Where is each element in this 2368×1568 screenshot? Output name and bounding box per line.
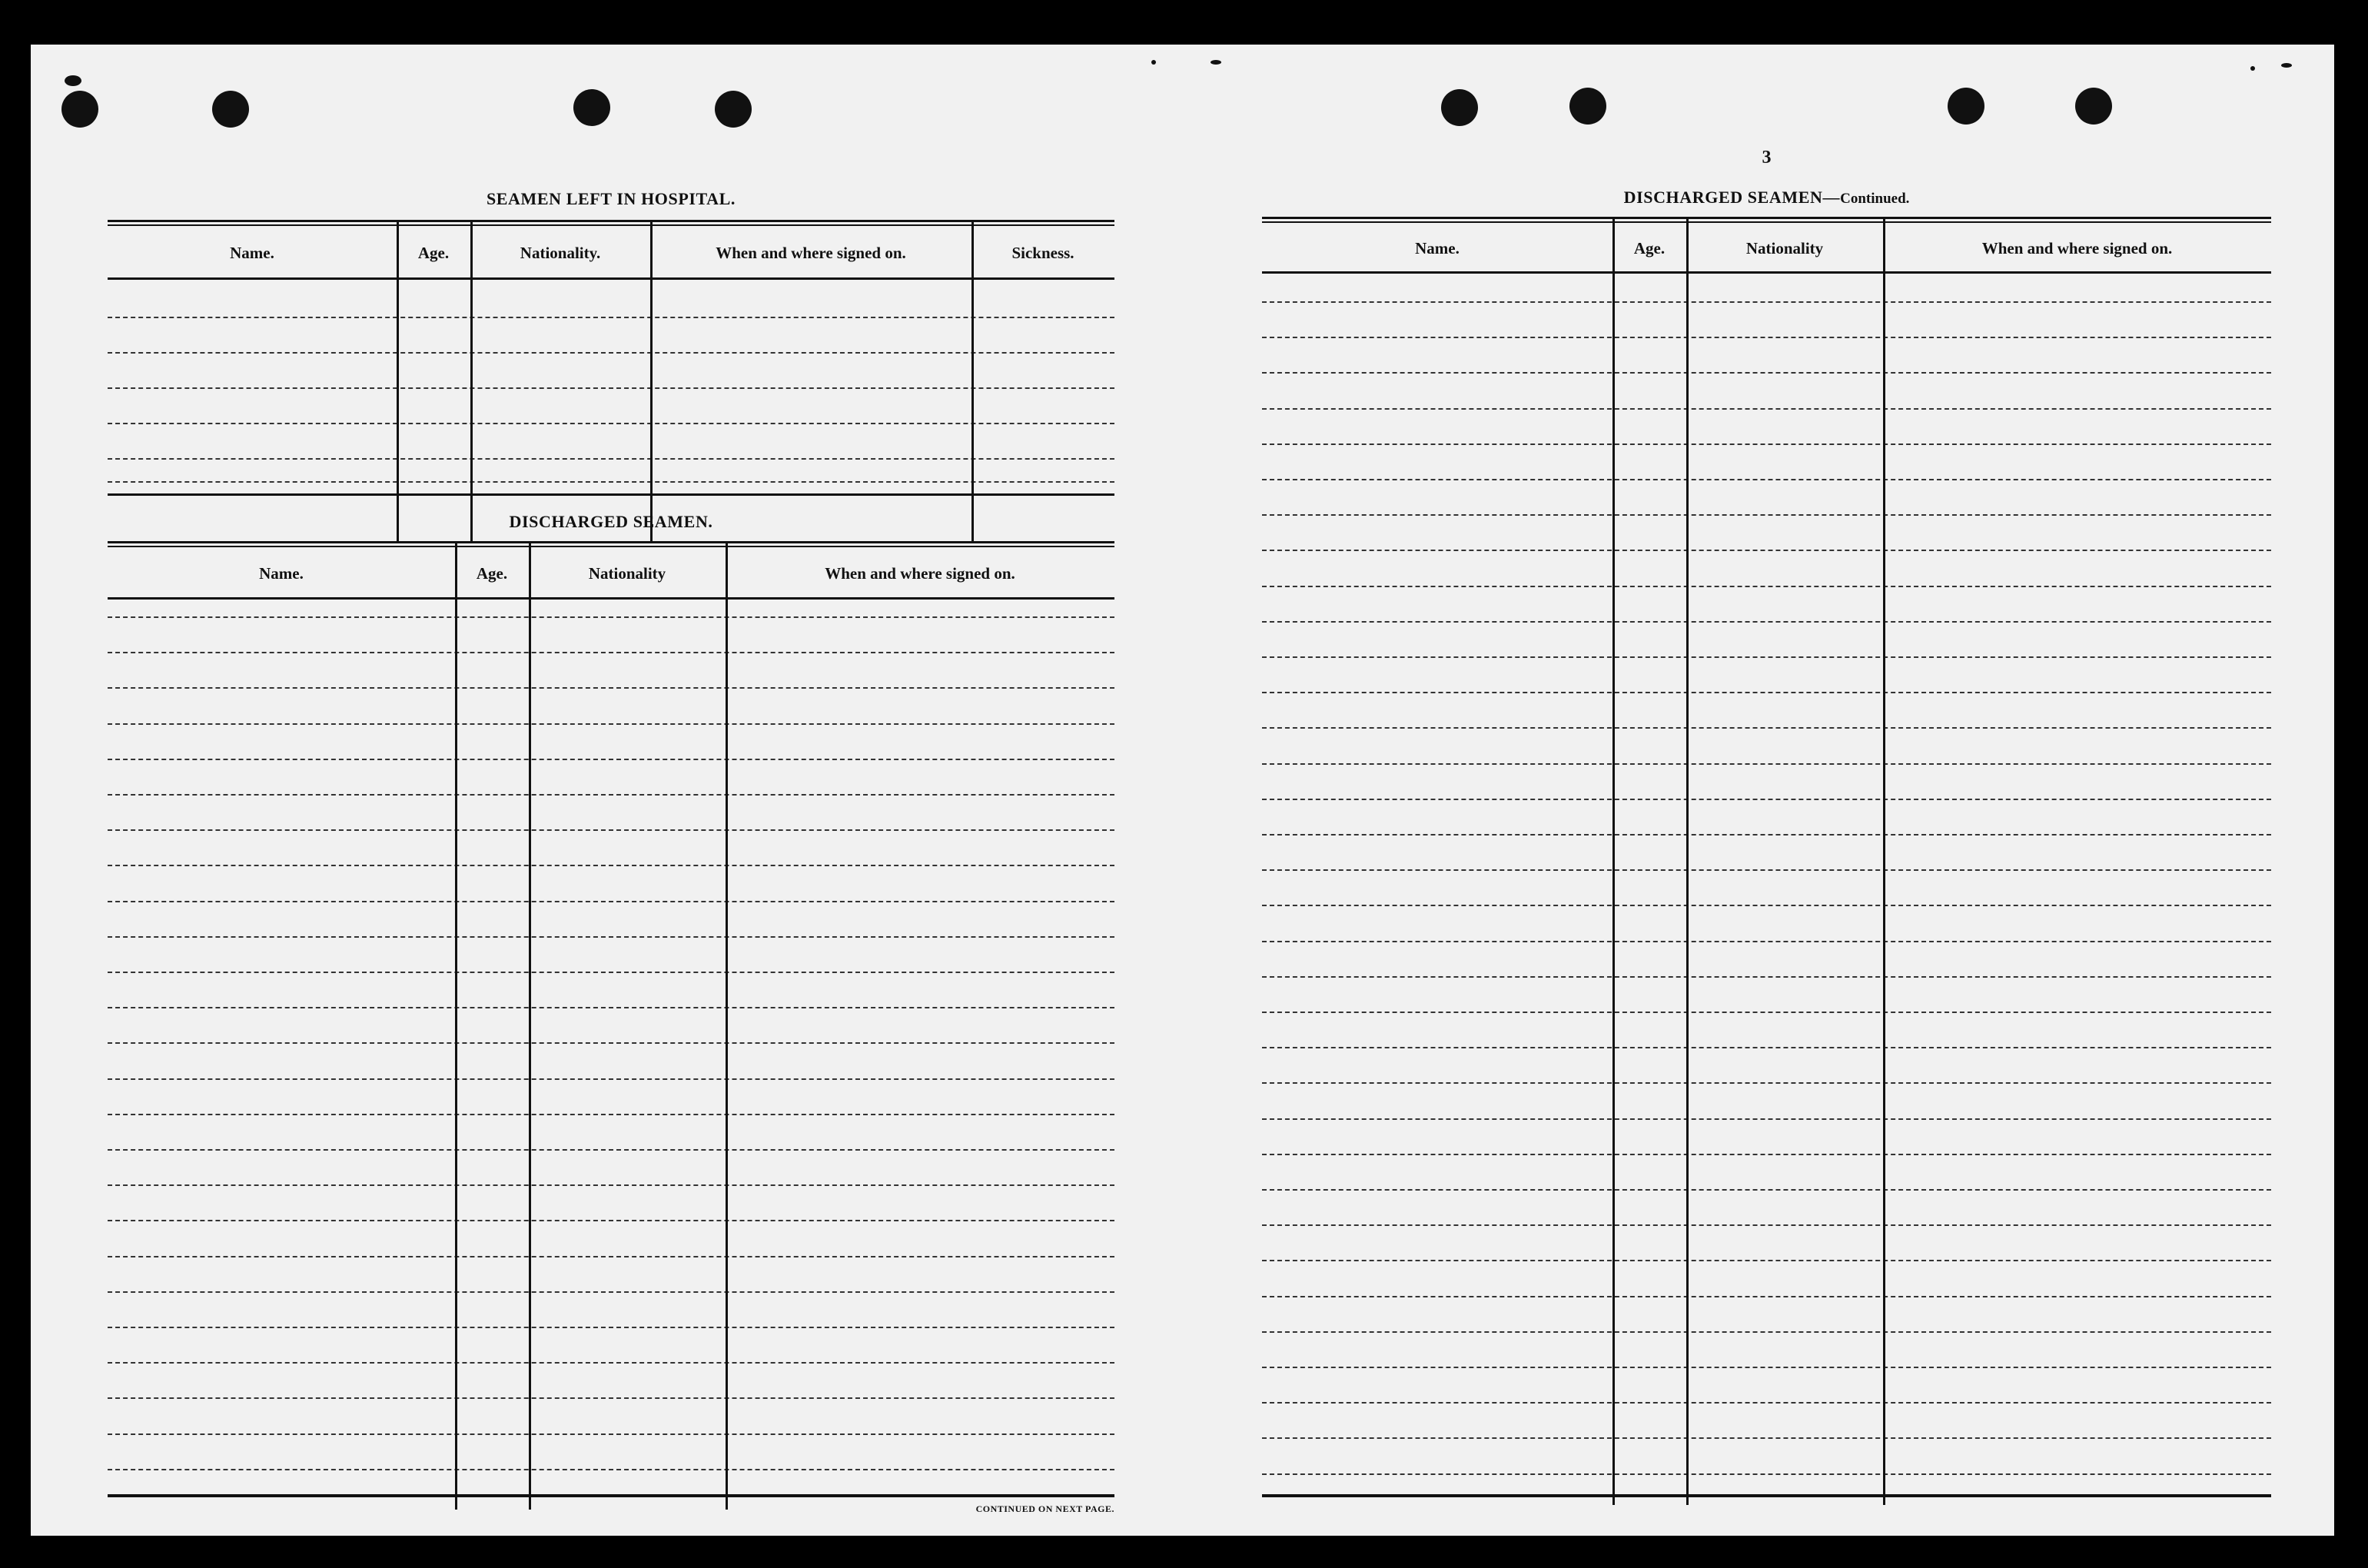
column-header-age: Age. — [1633, 238, 1666, 257]
entry-line — [108, 1042, 1114, 1044]
entry-line — [1262, 656, 2271, 658]
entry-line — [1262, 834, 2271, 835]
discharged-table — [108, 541, 1114, 1503]
column-header-age: Age. — [476, 563, 508, 583]
entry-line — [108, 317, 1114, 318]
entry-line — [1262, 869, 2271, 871]
entry-line — [108, 481, 1114, 483]
entry-line — [1262, 1367, 2271, 1368]
column-header-signed-on: When and where signed on. — [716, 243, 906, 262]
entry-line — [108, 652, 1114, 653]
ink-speck — [2250, 66, 2255, 71]
discharged-continued-title — [1262, 188, 2271, 208]
binder-hole — [61, 91, 98, 128]
ink-speck — [65, 75, 81, 86]
entry-line — [108, 1256, 1114, 1257]
entry-line — [1262, 1154, 2271, 1155]
entry-line — [1262, 1331, 2271, 1333]
entry-line — [1262, 1012, 2271, 1013]
continued-note: CONTINUED ON NEXT PAGE. — [975, 1503, 1114, 1514]
entry-line — [108, 936, 1114, 938]
entry-line — [108, 1362, 1114, 1364]
document-spread — [31, 45, 2334, 1536]
table-top-rule — [1262, 217, 2271, 223]
entry-line — [1262, 905, 2271, 906]
entry-line — [1262, 1189, 2271, 1191]
entry-line — [108, 616, 1114, 618]
entry-line — [108, 1220, 1114, 1221]
column-divider — [1883, 217, 1885, 1505]
table-top-rule — [108, 541, 1114, 547]
entry-line — [108, 423, 1114, 424]
entry-line — [1262, 1082, 2271, 1084]
ink-speck — [1151, 60, 1156, 65]
entry-line — [1262, 1260, 2271, 1261]
table-body — [108, 600, 1114, 1503]
binder-hole — [573, 89, 610, 126]
entry-line — [1262, 1437, 2271, 1439]
entry-line — [1262, 479, 2271, 480]
entry-line — [108, 1114, 1114, 1115]
entry-line — [108, 1184, 1114, 1186]
table-header — [108, 547, 1114, 600]
entry-line — [1262, 1224, 2271, 1226]
entry-line — [108, 1469, 1114, 1470]
page-bottom-rule — [1262, 1494, 2271, 1497]
column-divider — [470, 220, 473, 543]
entry-line — [108, 972, 1114, 973]
table-header — [1262, 223, 2271, 274]
entry-line — [1262, 727, 2271, 729]
page-bottom-rule — [108, 1494, 1114, 1497]
entry-line — [108, 387, 1114, 389]
column-header-name: Name. — [259, 563, 304, 583]
entry-line — [108, 901, 1114, 902]
left-page — [108, 137, 1114, 1514]
entry-line — [108, 687, 1114, 689]
entry-line — [108, 1291, 1114, 1293]
column-header-signed-on: When and where signed on. — [825, 563, 1015, 583]
entry-line — [108, 759, 1114, 760]
entry-line — [1262, 1473, 2271, 1475]
table-top-rule — [108, 220, 1114, 226]
page-number: 3 — [1762, 148, 1772, 168]
ink-speck — [2281, 63, 2292, 68]
entry-line — [108, 723, 1114, 725]
column-divider — [1612, 217, 1615, 1505]
entry-line — [108, 865, 1114, 866]
entry-line — [1262, 763, 2271, 765]
title-main: DISCHARGED SEAMEN— — [1623, 188, 1841, 207]
table-header — [108, 226, 1114, 280]
entry-line — [108, 794, 1114, 796]
entry-line — [108, 1433, 1114, 1435]
entry-line — [1262, 372, 2271, 374]
column-divider — [529, 541, 531, 1510]
table-bottom-rule — [108, 493, 1114, 496]
entry-line — [1262, 550, 2271, 551]
entry-line — [108, 1397, 1114, 1399]
entry-line — [1262, 799, 2271, 800]
column-header-sickness: Sickness. — [1011, 243, 1074, 262]
entry-line — [108, 829, 1114, 831]
binder-hole — [715, 91, 752, 128]
title-continued: Continued. — [1840, 191, 1910, 207]
table-body — [1262, 274, 2271, 1500]
column-header-nationality: Nationality. — [520, 243, 601, 262]
column-divider — [650, 220, 653, 543]
column-divider — [455, 541, 457, 1510]
column-header-signed-on: When and where signed on. — [1981, 238, 2173, 257]
entry-line — [1262, 1047, 2271, 1048]
entry-line — [1262, 443, 2271, 445]
entry-line — [1262, 941, 2271, 942]
entry-line — [108, 1007, 1114, 1008]
table-body — [108, 280, 1114, 501]
column-header-name: Name. — [230, 243, 274, 262]
discharged-section-title: DISCHARGED SEAMEN. — [509, 512, 713, 531]
hospital-section-title: SEAMEN LEFT IN HOSPITAL. — [486, 189, 736, 208]
entry-line — [108, 458, 1114, 460]
entry-line — [108, 1078, 1114, 1080]
entry-line — [1262, 301, 2271, 303]
column-divider — [726, 541, 728, 1510]
entry-line — [108, 1149, 1114, 1151]
entry-line — [1262, 1118, 2271, 1120]
entry-line — [1262, 586, 2271, 587]
column-header-name: Name. — [1415, 238, 1460, 257]
discharged-continued-table — [1262, 217, 2271, 1500]
entry-line — [1262, 621, 2271, 623]
entry-line — [108, 352, 1114, 354]
right-page — [1262, 114, 2271, 1505]
entry-line — [1262, 514, 2271, 516]
entry-line — [1262, 976, 2271, 978]
column-header-nationality: Nationality — [588, 563, 666, 583]
entry-line — [108, 1327, 1114, 1328]
entry-line — [1262, 337, 2271, 338]
column-divider — [1686, 217, 1689, 1505]
entry-line — [1262, 408, 2271, 410]
column-divider — [397, 220, 399, 543]
column-divider — [971, 220, 974, 543]
entry-line — [1262, 1402, 2271, 1404]
entry-line — [1262, 1296, 2271, 1297]
binder-hole — [212, 91, 249, 128]
hospital-table — [108, 220, 1114, 501]
column-header-nationality: Nationality — [1745, 238, 1824, 257]
ink-speck — [1211, 60, 1221, 65]
column-header-age: Age. — [417, 243, 450, 262]
entry-line — [1262, 692, 2271, 693]
